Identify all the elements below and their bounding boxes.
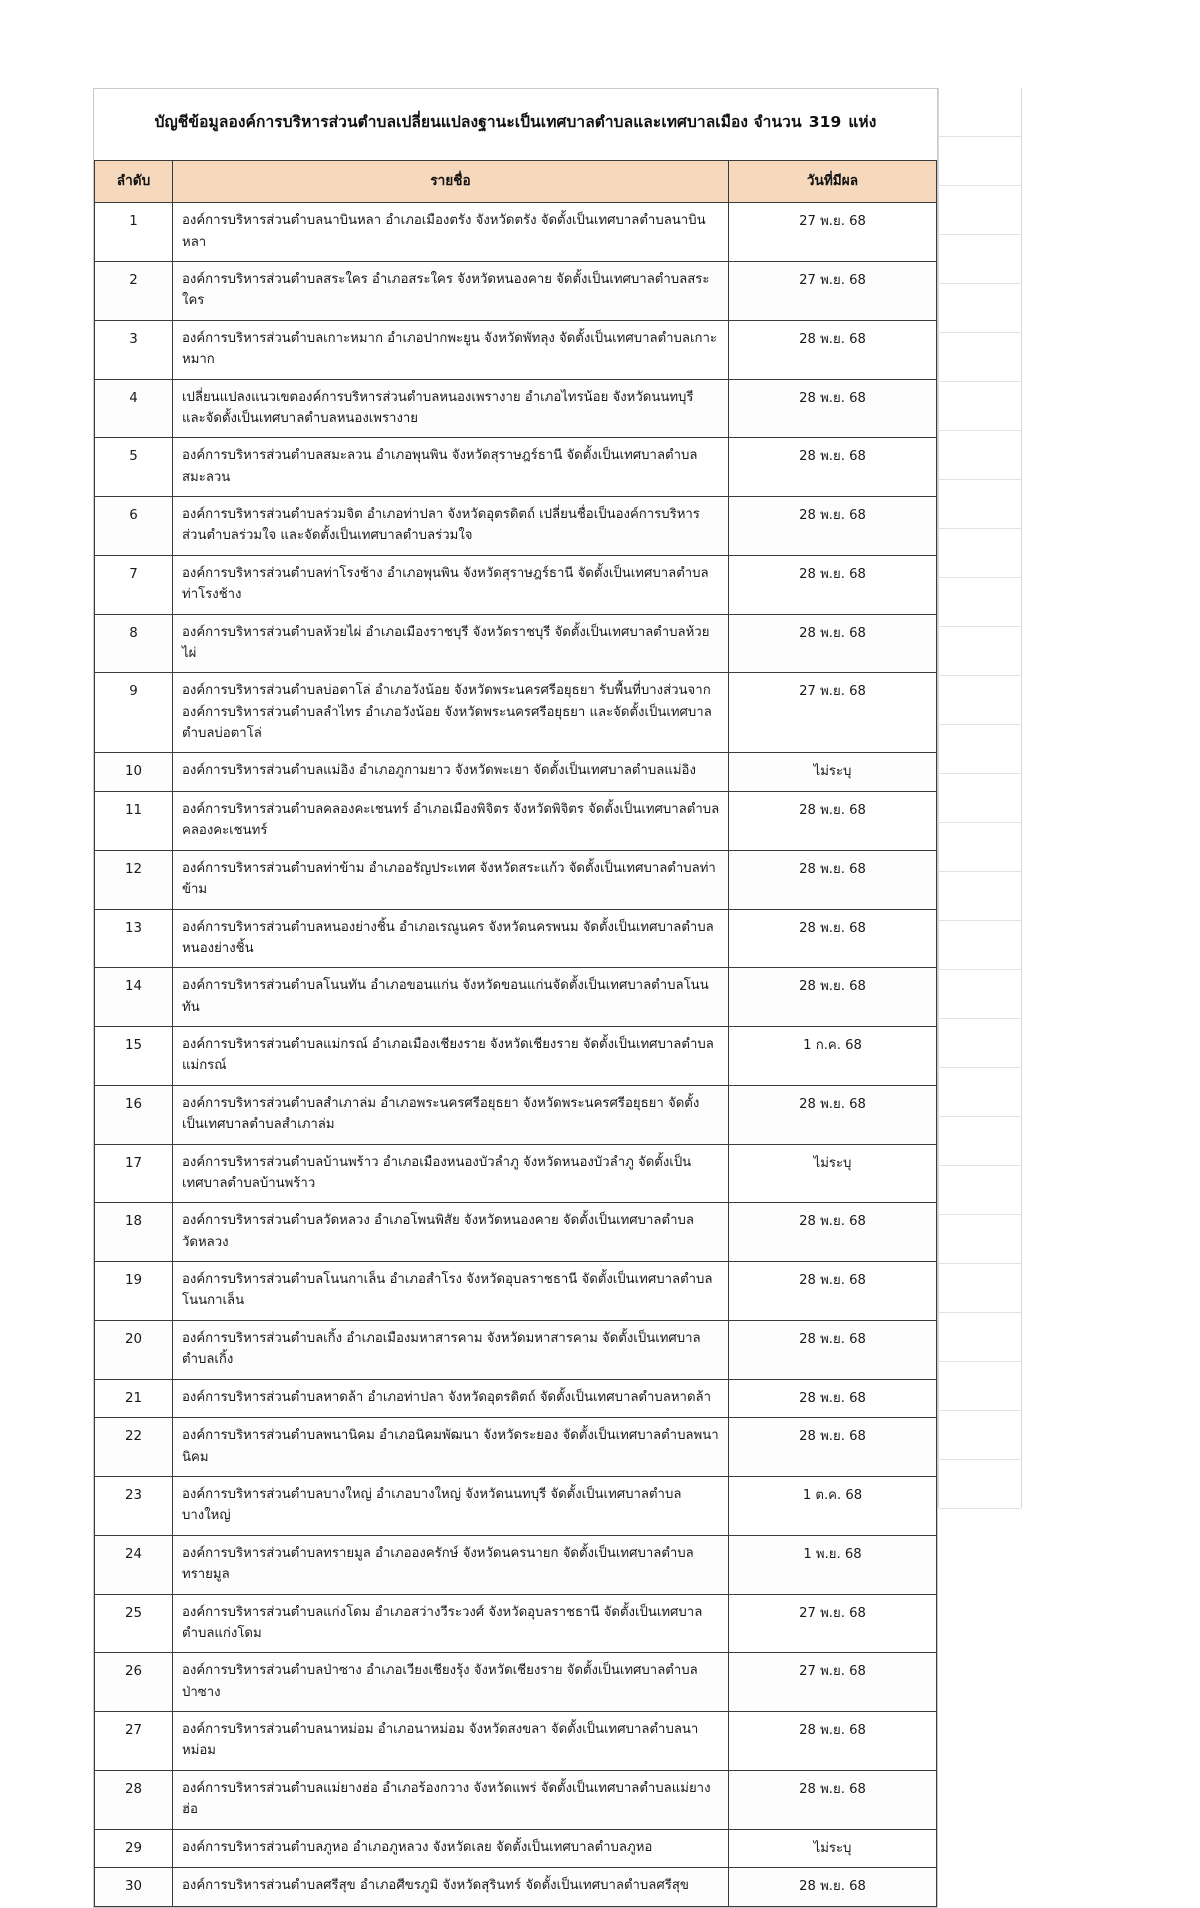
page-title-suffix: แห่ง	[848, 113, 877, 131]
cell-effective-date: 28 พ.ย. 68	[729, 1203, 937, 1262]
table-row	[95, 1027, 937, 1086]
page-title-prefix: บัญชีข้อมูลองค์การบริหารส่วนตำบลเปลี่ยนแปลงฐานะเป็นเทศบาลตำบลและเทศบาลเมือง จำนวน	[154, 113, 802, 131]
cell-effective-date: 28 พ.ย. 68	[729, 320, 937, 379]
cell-sequence: 15	[95, 1027, 173, 1086]
table-row	[95, 1868, 937, 1907]
cell-sequence: 18	[95, 1203, 173, 1262]
cell-effective-date: 28 พ.ย. 68	[729, 968, 937, 1027]
cell-sequence: 19	[95, 1262, 173, 1321]
table-row	[95, 497, 937, 556]
cell-effective-date: 28 พ.ย. 68	[729, 909, 937, 968]
table-row	[95, 753, 937, 792]
rail-rule	[939, 235, 1021, 284]
document-page	[93, 88, 938, 1908]
cell-sequence: 27	[95, 1712, 173, 1771]
cell-sequence: 8	[95, 614, 173, 673]
rail-rule	[939, 578, 1021, 627]
table-row	[95, 379, 937, 438]
column-header-name: รายชื่อ	[173, 161, 729, 203]
cell-entity-name: องค์การบริหารส่วนตำบลบางใหญ่ อำเภอบางใหญ่ จังหวัดนนทบุรี จัดตั้งเป็นเทศบาลตำบลบางใหญ่	[173, 1477, 729, 1536]
rail-rule	[939, 676, 1021, 725]
cell-entity-name: องค์การบริหารส่วนตำบลร่วมจิต อำเภอท่าปลา จังหวัดอุตรดิตถ์ เปลี่ยนชื่อเป็นองค์การบริหารส่วนตำบลร่วมใจ และจัดตั้งเป็นเทศบาลตำบลร่วมใจ	[173, 497, 729, 556]
cell-entity-name: องค์การบริหารส่วนตำบลบ้านพร้าว อำเภอเมืองหนองบัวลำภู จังหวัดหนองบัวลำภู จัดตั้งเป็นเทศบาลตำบลบ้านพร้าว	[173, 1144, 729, 1203]
rail-rule	[939, 137, 1021, 186]
cell-sequence: 29	[95, 1829, 173, 1868]
table-row	[95, 1144, 937, 1203]
table-header	[95, 161, 937, 203]
cell-sequence: 13	[95, 909, 173, 968]
cell-sequence: 22	[95, 1418, 173, 1477]
cell-sequence: 12	[95, 850, 173, 909]
table-row	[95, 1379, 937, 1418]
rail-rule	[939, 970, 1021, 1019]
cell-effective-date: 1 พ.ย. 68	[729, 1535, 937, 1594]
margin-ruled-rail	[938, 88, 1022, 1508]
cell-effective-date: 28 พ.ย. 68	[729, 792, 937, 851]
table-row	[95, 1203, 937, 1262]
cell-effective-date: 28 พ.ย. 68	[729, 555, 937, 614]
cell-entity-name: องค์การบริหารส่วนตำบลแม่กรณ์ อำเภอเมืองเชียงราย จังหวัดเชียงราย จัดตั้งเป็นเทศบาลตำบลแม่กรณ์	[173, 1027, 729, 1086]
cell-sequence: 2	[95, 262, 173, 321]
rail-rule	[939, 725, 1021, 774]
rail-rule	[939, 333, 1021, 382]
cell-entity-name: องค์การบริหารส่วนตำบลโนนกาเล็น อำเภอสำโรง จังหวัดอุบลราชธานี จัดตั้งเป็นเทศบาลตำบลโนนกาเล็น	[173, 1262, 729, 1321]
column-header-sequence: ลำดับ	[95, 161, 173, 203]
table-row	[95, 1594, 937, 1653]
cell-effective-date: ไม่ระบุ	[729, 1829, 937, 1868]
cell-entity-name: องค์การบริหารส่วนตำบลท่าโรงช้าง อำเภอพุนพิน จังหวัดสุราษฎร์ธานี จัดตั้งเป็นเทศบาลตำบลท่าโรงช้าง	[173, 555, 729, 614]
cell-entity-name: องค์การบริหารส่วนตำบลห้วยไผ่ อำเภอเมืองราชบุรี จังหวัดราชบุรี จัดตั้งเป็นเทศบาลตำบลห้วยไผ่	[173, 614, 729, 673]
cell-sequence: 20	[95, 1320, 173, 1379]
table-row	[95, 1770, 937, 1829]
cell-effective-date: 28 พ.ย. 68	[729, 850, 937, 909]
cell-sequence: 23	[95, 1477, 173, 1536]
cell-effective-date: 28 พ.ย. 68	[729, 1418, 937, 1477]
cell-effective-date: 28 พ.ย. 68	[729, 1379, 937, 1418]
table-row	[95, 1418, 937, 1477]
cell-effective-date: 28 พ.ย. 68	[729, 1262, 937, 1321]
cell-sequence: 14	[95, 968, 173, 1027]
cell-entity-name: องค์การบริหารส่วนตำบลเกิ้ง อำเภอเมืองมหาสารคาม จังหวัดมหาสารคาม จัดตั้งเป็นเทศบาลตำบลเกิ้ง	[173, 1320, 729, 1379]
cell-effective-date: 28 พ.ย. 68	[729, 438, 937, 497]
table-row	[95, 1712, 937, 1771]
cell-effective-date: 27 พ.ย. 68	[729, 1653, 937, 1712]
rail-rule	[939, 872, 1021, 921]
cell-effective-date: 27 พ.ย. 68	[729, 1594, 937, 1653]
page-title	[120, 111, 911, 134]
cell-entity-name: เปลี่ยนแปลงแนวเขตองค์การบริหารส่วนตำบลหนองเพรางาย อำเภอไทรน้อย จังหวัดนนทบุรี และจัดตั้งเป็นเทศบาลตำบลหนองเพรางาย	[173, 379, 729, 438]
cell-entity-name: องค์การบริหารส่วนตำบลนาบินหลา อำเภอเมืองตรัง จังหวัดตรัง จัดตั้งเป็นเทศบาลตำบลนาบินหลา	[173, 203, 729, 262]
cell-effective-date: 28 พ.ย. 68	[729, 1712, 937, 1771]
cell-entity-name: องค์การบริหารส่วนตำบลหนองย่างชิ้น อำเภอเรณูนคร จังหวัดนครพนม จัดตั้งเป็นเทศบาลตำบลหนองย่างชิ้น	[173, 909, 729, 968]
rail-rule	[939, 1166, 1021, 1215]
cell-sequence: 28	[95, 1770, 173, 1829]
table-row	[95, 909, 937, 968]
cell-effective-date: 28 พ.ย. 68	[729, 1320, 937, 1379]
cell-sequence: 17	[95, 1144, 173, 1203]
cell-sequence: 9	[95, 673, 173, 753]
cell-sequence: 10	[95, 753, 173, 792]
cell-sequence: 30	[95, 1868, 173, 1907]
table-header-row	[95, 161, 937, 203]
rail-rule	[939, 1068, 1021, 1117]
rail-rule	[939, 774, 1021, 823]
rail-rule	[939, 1362, 1021, 1411]
cell-effective-date: 27 พ.ย. 68	[729, 673, 937, 753]
cell-sequence: 24	[95, 1535, 173, 1594]
cell-effective-date: 28 พ.ย. 68	[729, 497, 937, 556]
cell-entity-name: องค์การบริหารส่วนตำบลป่าซาง อำเภอเวียงเชียงรุ้ง จังหวัดเชียงราย จัดตั้งเป็นเทศบาลตำบลป่าซาง	[173, 1653, 729, 1712]
cell-sequence: 16	[95, 1085, 173, 1144]
cell-sequence: 3	[95, 320, 173, 379]
table-row	[95, 262, 937, 321]
table-row	[95, 438, 937, 497]
cell-entity-name: องค์การบริหารส่วนตำบลสำเภาล่ม อำเภอพระนครศรีอยุธยา จังหวัดพระนครศรีอยุธยา จัดตั้งเป็นเทศบาลตำบลสำเภาล่ม	[173, 1085, 729, 1144]
cell-entity-name: องค์การบริหารส่วนตำบลบ่อตาโล่ อำเภอวังน้อย จังหวัดพระนครศรีอยุธยา รับพื้นที่บางส่วนจากองค์การบริหารส่วนตำบลลำไทร อำเภอวังน้อย จังหวัดพระนครศรีอยุธยา และจัดตั้งเป็นเทศบาลตำบลบ่อตาโล่	[173, 673, 729, 753]
rail-rule	[939, 529, 1021, 578]
table-row	[95, 1477, 937, 1536]
cell-sequence: 4	[95, 379, 173, 438]
cell-sequence: 25	[95, 1594, 173, 1653]
table-row	[95, 673, 937, 753]
cell-effective-date: 1 ต.ค. 68	[729, 1477, 937, 1536]
rail-rule	[939, 1215, 1021, 1264]
cell-entity-name: องค์การบริหารส่วนตำบลเกาะหมาก อำเภอปากพะยูน จังหวัดพัทลุง จัดตั้งเป็นเทศบาลตำบลเกาะหมาก	[173, 320, 729, 379]
cell-sequence: 6	[95, 497, 173, 556]
cell-effective-date: 27 พ.ย. 68	[729, 262, 937, 321]
table-row	[95, 614, 937, 673]
cell-sequence: 1	[95, 203, 173, 262]
rail-rule	[939, 186, 1021, 235]
cell-effective-date: 28 พ.ย. 68	[729, 1770, 937, 1829]
table-row	[95, 203, 937, 262]
table-row	[95, 320, 937, 379]
cell-sequence: 26	[95, 1653, 173, 1712]
cell-effective-date: 28 พ.ย. 68	[729, 379, 937, 438]
cell-entity-name: องค์การบริหารส่วนตำบลพนานิคม อำเภอนิคมพัฒนา จังหวัดระยอง จัดตั้งเป็นเทศบาลตำบลพนานิคม	[173, 1418, 729, 1477]
rail-rule	[939, 1117, 1021, 1166]
table-row	[95, 792, 937, 851]
rail-rule	[939, 1411, 1021, 1460]
rail-rule	[939, 431, 1021, 480]
table-row	[95, 1535, 937, 1594]
table-row	[95, 968, 937, 1027]
cell-entity-name: องค์การบริหารส่วนตำบลคลองคะเชนทร์ อำเภอเมืองพิจิตร จังหวัดพิจิตร จัดตั้งเป็นเทศบาลตำบลคลองคะเชนทร์	[173, 792, 729, 851]
table-row	[95, 1653, 937, 1712]
cell-entity-name: องค์การบริหารส่วนตำบลหาดล้า อำเภอท่าปลา จังหวัดอุตรดิตถ์ จัดตั้งเป็นเทศบาลตำบลหาดล้า	[173, 1379, 729, 1418]
table-row	[95, 1829, 937, 1868]
cell-entity-name: องค์การบริหารส่วนตำบลภูหอ อำเภอภูหลวง จังหวัดเลย จัดตั้งเป็นเทศบาลตำบลภูหอ	[173, 1829, 729, 1868]
rail-rule	[939, 284, 1021, 333]
cell-effective-date: 28 พ.ย. 68	[729, 614, 937, 673]
rail-rule	[939, 382, 1021, 431]
rail-rule	[939, 823, 1021, 872]
cell-entity-name: องค์การบริหารส่วนตำบลศรีสุข อำเภอศีขรภูมิ จังหวัดสุรินทร์ จัดตั้งเป็นเทศบาลตำบลศรีสุข	[173, 1868, 729, 1907]
cell-entity-name: องค์การบริหารส่วนตำบลแม่ยางฮ่อ อำเภอร้องกวาง จังหวัดแพร่ จัดตั้งเป็นเทศบาลตำบลแม่ยางฮ่อ	[173, 1770, 729, 1829]
cell-entity-name: องค์การบริหารส่วนตำบลวัดหลวง อำเภอโพนพิสัย จังหวัดหนองคาย จัดตั้งเป็นเทศบาลตำบลวัดหลวง	[173, 1203, 729, 1262]
cell-effective-date: 27 พ.ย. 68	[729, 203, 937, 262]
cell-effective-date: ไม่ระบุ	[729, 1144, 937, 1203]
municipality-status-change-table	[94, 160, 937, 1907]
cell-entity-name: องค์การบริหารส่วนตำบลสระใคร อำเภอสระใคร จังหวัดหนองคาย จัดตั้งเป็นเทศบาลตำบลสระใคร	[173, 262, 729, 321]
cell-entity-name: องค์การบริหารส่วนตำบลทรายมูล อำเภอองครักษ์ จังหวัดนครนายก จัดตั้งเป็นเทศบาลตำบลทรายมูล	[173, 1535, 729, 1594]
cell-effective-date: 1 ก.ค. 68	[729, 1027, 937, 1086]
cell-entity-name: องค์การบริหารส่วนตำบลสมะลวน อำเภอพุนพิน จังหวัดสุราษฎร์ธานี จัดตั้งเป็นเทศบาลตำบลสมะลวน	[173, 438, 729, 497]
cell-sequence: 7	[95, 555, 173, 614]
cell-effective-date: ไม่ระบุ	[729, 753, 937, 792]
rail-rule	[939, 1264, 1021, 1313]
table-row	[95, 1320, 937, 1379]
page-title-count: 319	[808, 113, 842, 131]
rail-rule	[939, 1313, 1021, 1362]
cell-sequence: 5	[95, 438, 173, 497]
rail-rule	[939, 480, 1021, 529]
table-row	[95, 850, 937, 909]
cell-entity-name: องค์การบริหารส่วนตำบลนาหม่อม อำเภอนาหม่อม จังหวัดสงขลา จัดตั้งเป็นเทศบาลตำบลนาหม่อม	[173, 1712, 729, 1771]
cell-entity-name: องค์การบริหารส่วนตำบลท่าข้าม อำเภออรัญประเทศ จังหวัดสระแก้ว จัดตั้งเป็นเทศบาลตำบลท่าข้าม	[173, 850, 729, 909]
cell-sequence: 21	[95, 1379, 173, 1418]
cell-effective-date: 28 พ.ย. 68	[729, 1868, 937, 1907]
cell-entity-name: องค์การบริหารส่วนตำบลโนนทัน อำเภอขอนแก่น จังหวัดขอนแก่นจัดตั้งเป็นเทศบาลตำบลโนนทัน	[173, 968, 729, 1027]
table-row	[95, 1085, 937, 1144]
table-body	[95, 203, 937, 1907]
rail-rule	[939, 1019, 1021, 1068]
rail-rule	[939, 627, 1021, 676]
cell-entity-name: องค์การบริหารส่วนตำบลแก่งโดม อำเภอสว่างวีระวงศ์ จังหวัดอุบลราชธานี จัดตั้งเป็นเทศบาลตำบลแก่งโดม	[173, 1594, 729, 1653]
cell-sequence: 11	[95, 792, 173, 851]
column-header-effective-date: วันที่มีผล	[729, 161, 937, 203]
rail-rule	[939, 921, 1021, 970]
rail-rule	[939, 1460, 1021, 1509]
cell-entity-name: องค์การบริหารส่วนตำบลแม่อิง อำเภอภูกามยาว จังหวัดพะเยา จัดตั้งเป็นเทศบาลตำบลแม่อิง	[173, 753, 729, 792]
table-row	[95, 1262, 937, 1321]
document-title-block	[94, 89, 937, 160]
cell-effective-date: 28 พ.ย. 68	[729, 1085, 937, 1144]
rail-rule	[939, 88, 1021, 137]
table-row	[95, 555, 937, 614]
